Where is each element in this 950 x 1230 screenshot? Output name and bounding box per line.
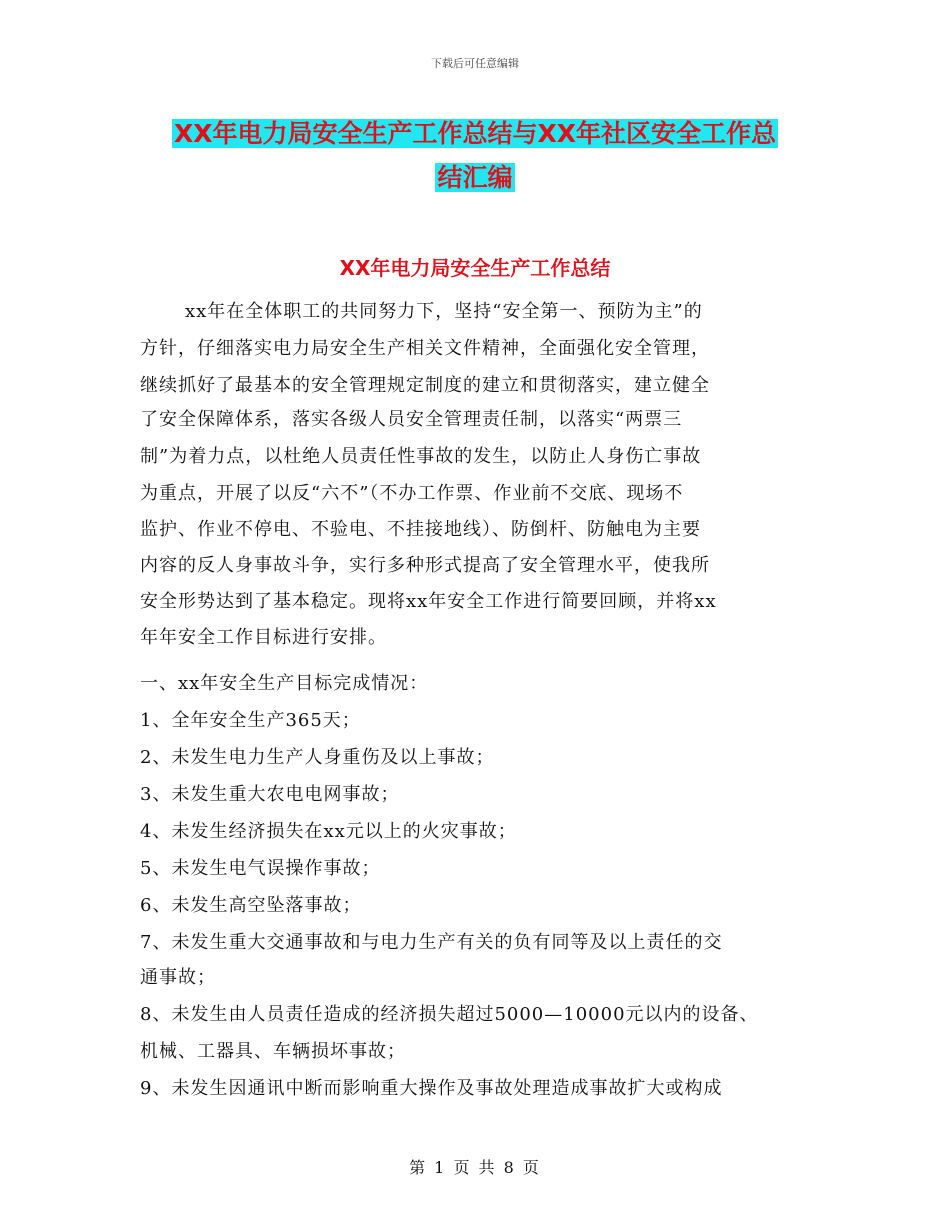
section-title: XX年电力局安全生产工作总结 (339, 256, 611, 280)
header-note: 下载后可任意编辑 (431, 57, 519, 70)
paragraph-line: 年年安全工作目标进行安排。 (140, 627, 387, 648)
paragraph-line: 安全形势达到了基本稳定。现将xx年安全工作进行简要回顾，并将xx (140, 591, 717, 612)
list-item-continued: 机械、工器具、车辆损坏事故； (140, 1041, 406, 1062)
paragraph-line: 监护、作业不停电、不验电、不挂接地线）、防倒杆、防触电为主要 (140, 519, 701, 540)
list-item-continued: 通事故； (140, 967, 216, 988)
paragraph-line: xx年在全体职工的共同努力下，坚持“安全第一、预防为主”的 (185, 301, 703, 322)
list-item: 5、未发生电气误操作事故； (140, 858, 381, 879)
paragraph-line: 继续抓好了最基本的安全管理规定制度的建立和贯彻落实，建立健全 (140, 375, 710, 396)
paragraph-line: 了安全保障体系，落实各级人员安全管理责任制，以落实“两票三 (140, 409, 683, 430)
list-heading: 一、xx年安全生产目标完成情况： (140, 673, 429, 694)
list-item: 4、未发生经济损失在xx元以上的火灾事故； (140, 821, 517, 842)
paragraph-line: 内容的反人身事故斗争，实行多种形式提高了安全管理水平，使我所 (140, 555, 710, 576)
list-item: 1、全年安全生产365天； (140, 710, 361, 731)
list-item: 6、未发生高空坠落事故； (140, 895, 362, 916)
paragraph-line: 方针，仔细落实电力局安全生产相关文件精神，全面强化安全管理， (140, 338, 710, 359)
paragraph-line: 制”为着力点，以杜绝人员责任性事故的发生，以防止人身伤亡事故 (140, 446, 702, 467)
list-item: 8、未发生由人员责任造成的经济损失超过5000—10000元以内的设备、 (140, 1004, 759, 1025)
list-item: 2、未发生电力生产人身重伤及以上事故； (140, 747, 495, 768)
document-title-line-1: XX年电力局安全生产工作总结与XX年社区安全工作总 (173, 119, 777, 148)
document-title-line-2: 结汇编 (437, 163, 513, 192)
list-item: 7、未发生重大交通事故和与电力生产有关的负有同等及以上责任的交 (140, 932, 723, 953)
paragraph-line: 为重点，开展了以反“六不”（不办工作票、作业前不交底、现场不 (140, 483, 684, 504)
list-item: 9、未发生因通讯中断而影响重大操作及事故处理造成事故扩大或构成 (140, 1078, 723, 1099)
page-footer: 第 1 页 共 8 页 (409, 1158, 541, 1177)
list-item: 3、未发生重大农电电网事故； (140, 784, 400, 805)
